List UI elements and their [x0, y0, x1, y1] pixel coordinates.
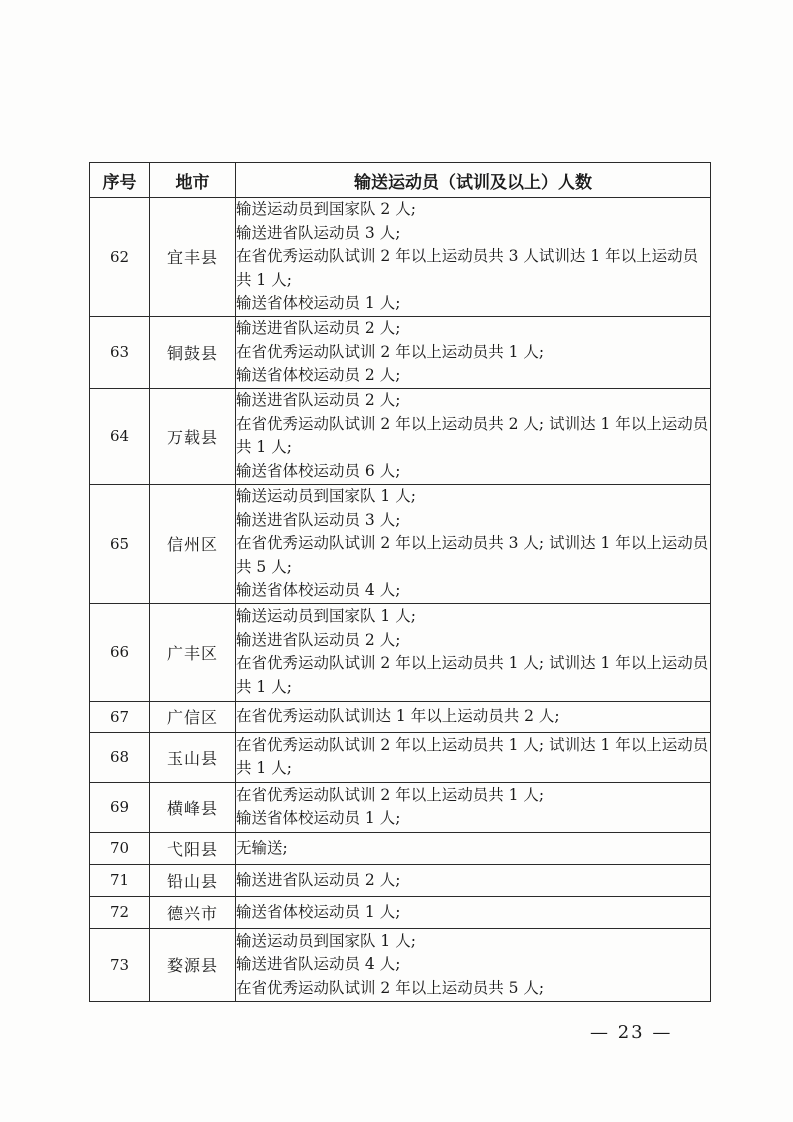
- description-line: 输送进省队运动员 2 人;: [236, 630, 401, 649]
- table-row: [90, 864, 711, 896]
- row-description: [236, 603, 711, 701]
- row-description: [236, 316, 711, 388]
- table-header-row: [90, 163, 711, 198]
- description-line: 在省优秀运动队试训 2 年以上运动员共 1 人; 试训达 1 年以上运动员共 1 人;: [236, 735, 709, 778]
- row-index: 70: [90, 832, 150, 864]
- row-city: 铅山县: [150, 864, 236, 896]
- row-city: 信州区: [150, 484, 236, 603]
- row-description: [236, 896, 711, 928]
- description-line: 输送进省队运动员 2 人;: [236, 870, 401, 889]
- row-description: [236, 701, 711, 732]
- table-row: [90, 928, 711, 1001]
- row-index: 66: [90, 603, 150, 701]
- table-row: [90, 896, 711, 928]
- description-line: 输送运动员到国家队 1 人;: [236, 486, 416, 505]
- row-description: [236, 832, 711, 864]
- row-city: 弋阳县: [150, 832, 236, 864]
- row-description: [236, 388, 711, 484]
- description-line: 在省优秀运动队试训 2 年以上运动员共 1 人; 试训达 1 年以上运动员共 1 人;: [236, 654, 709, 697]
- description-line: 输送省体校运动员 1 人;: [236, 809, 401, 828]
- header-city: 地市: [150, 163, 236, 198]
- table-row: [90, 782, 711, 832]
- description-line: 在省优秀运动队试训 2 年以上运动员共 5 人;: [236, 978, 545, 997]
- row-city: 宜丰县: [150, 198, 236, 317]
- description-line: 在省优秀运动队试训 2 年以上运动员共 2 人; 试训达 1 年以上运动员共 1 人;: [236, 414, 709, 457]
- table-row: [90, 484, 711, 603]
- header-index: 序号: [90, 163, 150, 198]
- description-line: 在省优秀运动队试训达 1 年以上运动员共 2 人;: [236, 707, 560, 726]
- table-row: [90, 701, 711, 732]
- table-body: [90, 198, 711, 1002]
- description-line: 输送运动员到国家队 1 人;: [236, 931, 416, 950]
- table-row: [90, 388, 711, 484]
- description-line: 在省优秀运动队试训 2 年以上运动员共 1 人;: [236, 342, 545, 361]
- row-description: [236, 732, 711, 782]
- description-line: 在省优秀运动队试训 2 年以上运动员共 3 人; 试训达 1 年以上运动员共 5 人;: [236, 534, 709, 576]
- description-line: 无输送;: [236, 838, 288, 857]
- row-city: 广信区: [150, 701, 236, 732]
- description-line: 输送运动员到国家队 2 人;: [236, 200, 416, 218]
- description-line: 输送省体校运动员 4 人;: [236, 581, 401, 600]
- row-description: [236, 928, 711, 1001]
- row-city: 广丰区: [150, 603, 236, 701]
- description-line: 输送运动员到国家队 1 人;: [236, 607, 416, 626]
- page-number: — 23 —: [590, 1022, 673, 1043]
- row-description: [236, 782, 711, 832]
- description-line: 输送省体校运动员 1 人;: [236, 902, 401, 921]
- description-line: 输送进省队运动员 4 人;: [236, 955, 401, 974]
- row-index: 71: [90, 864, 150, 896]
- row-index: 65: [90, 484, 150, 603]
- table-row: [90, 316, 711, 388]
- row-city: 万载县: [150, 388, 236, 484]
- row-city: 婺源县: [150, 928, 236, 1001]
- row-description: [236, 864, 711, 896]
- description-line: 在省优秀运动队试训 2 年以上运动员共 3 人试训达 1 年以上运动员共 1 人;: [236, 247, 699, 289]
- description-line: 输送进省队运动员 2 人;: [236, 391, 401, 410]
- row-city: 铜鼓县: [150, 316, 236, 388]
- row-description: [236, 484, 711, 603]
- row-city: 玉山县: [150, 732, 236, 782]
- description-line: 输送进省队运动员 3 人;: [236, 223, 401, 242]
- row-index: 64: [90, 388, 150, 484]
- row-city: 德兴市: [150, 896, 236, 928]
- description-line: 输送省体校运动员 2 人;: [236, 366, 401, 385]
- row-index: 62: [90, 198, 150, 317]
- row-index: 63: [90, 316, 150, 388]
- table-row: [90, 732, 711, 782]
- description-line: 输送省体校运动员 6 人;: [236, 462, 401, 481]
- row-index: 73: [90, 928, 150, 1001]
- description-line: 输送进省队运动员 3 人;: [236, 510, 401, 529]
- table-row: [90, 198, 711, 317]
- description-line: 输送省体校运动员 1 人;: [236, 294, 401, 313]
- table-row: [90, 832, 711, 864]
- row-index: 72: [90, 896, 150, 928]
- description-line: 在省优秀运动队试训 2 年以上运动员共 1 人;: [236, 785, 545, 804]
- row-description: [236, 198, 711, 317]
- athlete-transfer-table: [89, 162, 711, 1002]
- table-row: [90, 603, 711, 701]
- description-line: 输送进省队运动员 2 人;: [236, 319, 401, 338]
- row-city: 横峰县: [150, 782, 236, 832]
- row-index: 67: [90, 701, 150, 732]
- row-index: 69: [90, 782, 150, 832]
- row-index: 68: [90, 732, 150, 782]
- header-description: 输送运动员（试训及以上）人数: [236, 163, 711, 198]
